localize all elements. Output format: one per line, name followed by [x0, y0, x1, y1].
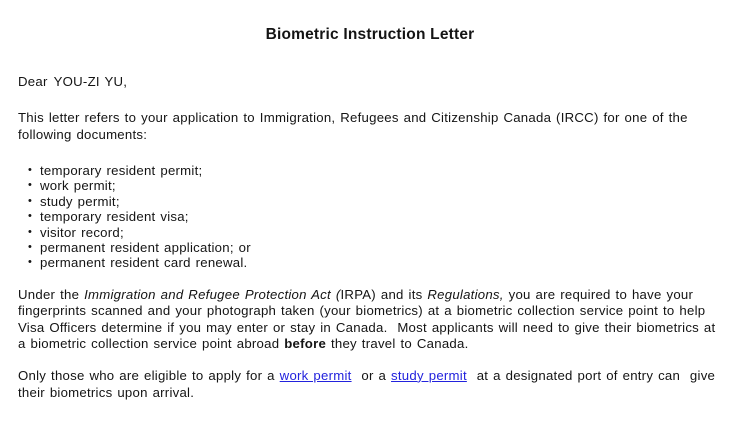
- list-item: [28, 178, 722, 193]
- list-item: [28, 240, 722, 255]
- text-run: Only those who are eligible to apply for a: [18, 367, 280, 383]
- text-run-italic: Regulations,: [427, 286, 504, 302]
- list-item-label: permanent resident card renewal.: [40, 255, 248, 271]
- list-item: [28, 163, 722, 178]
- page-title: Biometric Instruction Letter: [265, 26, 475, 43]
- list-item: [28, 225, 722, 240]
- list-item-label: temporary resident permit;: [40, 163, 203, 178]
- bullet-icon: •: [28, 164, 33, 176]
- act-paragraph: [18, 287, 722, 353]
- text-run: or a: [351, 367, 392, 383]
- port-of-entry-paragraph: [18, 367, 722, 401]
- documents-list: [18, 163, 722, 271]
- text-run-bold: before: [284, 336, 327, 352]
- text-run: they travel to Canada.: [326, 336, 469, 352]
- list-item-label: visitor record;: [40, 224, 124, 240]
- study-permit-link[interactable]: study permit: [391, 367, 467, 383]
- intro-paragraph: This letter refers to your application to Immigration, Refugees and Citizenship Canada (IRCC) for one of the following documents:: [18, 110, 693, 142]
- work-permit-link[interactable]: work permit: [279, 367, 352, 383]
- list-item-label: study permit;: [40, 193, 120, 209]
- list-item-label: work permit;: [40, 178, 116, 194]
- list-item: [28, 255, 722, 270]
- bullet-icon: •: [28, 241, 33, 254]
- list-item: [28, 209, 722, 224]
- bullet-icon: •: [28, 194, 33, 207]
- bullet-icon: •: [28, 256, 33, 269]
- salutation-dear: Dear: [18, 74, 48, 89]
- list-item-label: temporary resident visa;: [40, 209, 189, 225]
- recipient-name: YOU-ZI YU,: [53, 74, 128, 89]
- text-run: at a designated port of entry can give their biometrics upon arrival.: [18, 367, 721, 400]
- text-run: IRPA) and its: [340, 286, 428, 302]
- text-run: you are required to have your fingerprints scanned and your photograph taken (your biometrics) at a biometric collection service point to help Visa Officers determine if you may enter or stay in Canada. Most applicants will need to give their biometrics at a biometric collection service point abroad: [18, 286, 721, 352]
- list-item: [28, 194, 722, 209]
- letter-page: [0, 26, 740, 440]
- list-item-label: permanent resident application; or: [40, 240, 251, 256]
- bullet-icon: •: [28, 179, 33, 192]
- salutation: [18, 73, 722, 90]
- text-run: Under the: [18, 286, 85, 302]
- bullet-icon: •: [28, 210, 33, 223]
- bullet-icon: •: [28, 225, 33, 238]
- text-run-italic: Immigration and Refugee Protection Act (: [84, 286, 341, 302]
